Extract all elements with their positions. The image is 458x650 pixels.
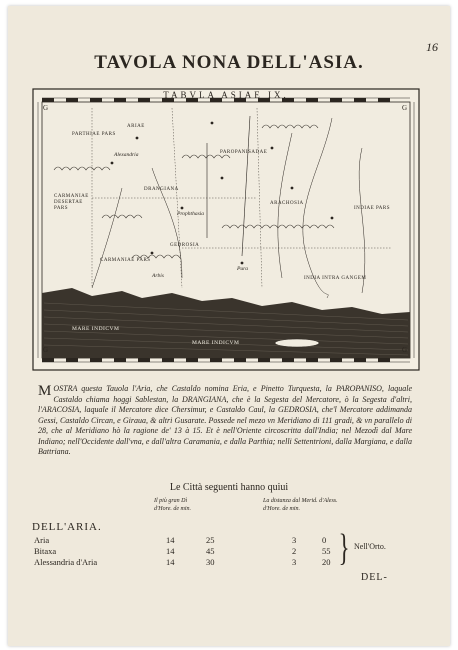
label-prophthasia: Prophthasia	[177, 211, 204, 217]
svg-text:G: G	[43, 104, 49, 112]
label-pura: Pura	[237, 266, 248, 272]
svg-text:G: G	[402, 104, 408, 112]
city-dist-hours: 3	[292, 535, 297, 545]
city-dist-minutes: 0	[322, 535, 327, 545]
orto-note: Nell'Orto.	[354, 542, 386, 551]
description-body: OSTRA questa Tauola l'Aria, che Castaldo nomina Eria, e Pinetto Turquesta, la PAROPANISO, laquale Castaldo chiama hoggi Sablestan, la DRANGIANA, che è la Segesta del Mercatore, ò la Segesta d'altri, l'ARACOSIA, laquale il Mercatore dice Chersimur, e Castaldo Caul, la GEDROSIA, che'l Mercatore addimanda Gessi, Castaldo Circan, e Giraua, & altri Gusarate. Possede nel mezo vn Meridiano di 111 gradi, & vn parallelo di 28, che al Meridiano hò la ragione de' 13 à 15. Et è nell'Oriente circoscritta dall'India; nel Mezodì dal Mare Indiano; nell'Occidente dall'vna, e dall'altra Caramania, e dalla Parthia; nelli Settentrioni, dalla Margiana, e dalla Battriana.	[38, 384, 412, 456]
catchword: DEL-	[361, 572, 388, 583]
map-title: TABVLA ASIAE IX.	[163, 90, 289, 100]
cities-heading: Le Città seguenti hanno quiui	[169, 482, 289, 493]
label-arachosia: ARACHOSIA	[270, 201, 304, 206]
city-dist-hours: 3	[292, 557, 297, 567]
city-dist-hours: 2	[292, 546, 297, 556]
label-alexandria: Alexandria	[114, 152, 139, 158]
city-name: Alessandria d'Aria	[34, 557, 98, 567]
label-carmaniae-desertae: CARMANIAE DESERTAE PARS	[54, 194, 89, 211]
label-paropanisadae: PAROPANISADAE	[220, 150, 268, 155]
page-sheet	[8, 6, 450, 646]
city-row	[34, 546, 334, 557]
city-day-minutes: 30	[206, 557, 215, 567]
city-dist-minutes: 55	[322, 546, 331, 556]
label-parthiae: PARTHIAE PARS	[72, 132, 116, 137]
city-name: Aria	[34, 535, 50, 545]
label-gedrosia: GEDROSIA	[170, 243, 200, 248]
label-carmaniae-pars: CARMANIAE PARS	[100, 258, 151, 263]
svg-text:G: G	[43, 346, 49, 354]
city-row	[34, 557, 334, 568]
description-text	[38, 384, 412, 458]
city-name: Bitaxa	[34, 546, 57, 556]
city-day-hours: 14	[166, 557, 175, 567]
column-head-longest-day	[154, 498, 191, 513]
label-india-intra-gangem: INDIA INTRA GANGEM	[304, 276, 367, 281]
column-head-longest-day-line1: Il più gran Dì	[154, 498, 188, 504]
label-indiae-pars: INDIAE PARS	[354, 206, 391, 211]
column-head-distance	[263, 498, 338, 513]
section-title-aria: DELL'ARIA.	[32, 521, 102, 533]
city-day-hours: 14	[166, 546, 175, 556]
map	[32, 88, 420, 371]
label-mare-indicum-east: MARE INDICVM	[192, 340, 240, 346]
label-ariae: ARIAE	[127, 124, 145, 129]
page-number: 16	[426, 40, 438, 54]
city-day-minutes: 25	[206, 535, 215, 545]
column-head-longest-day-line2: d'Hore. de min.	[154, 505, 192, 512]
column-head-distance-line1: La distanza dal Merid. d'Aless.	[263, 498, 338, 504]
city-day-hours: 14	[166, 535, 175, 545]
brace-glyph: }	[338, 527, 350, 569]
label-mare-indicum-west: MARE INDICVM	[72, 326, 120, 332]
label-arbis: Arbis	[152, 273, 164, 279]
svg-text:G: G	[402, 346, 408, 354]
column-head-distance-line2: d'Hore. de min.	[263, 505, 301, 512]
label-drangiana: DRANGIANA	[144, 187, 179, 192]
page-title: TAVOLA NONA DELL'ASIA.	[94, 52, 364, 73]
city-dist-minutes: 20	[322, 557, 331, 567]
city-row	[34, 535, 334, 546]
city-day-minutes: 45	[206, 546, 215, 556]
drop-cap: M	[38, 383, 52, 399]
